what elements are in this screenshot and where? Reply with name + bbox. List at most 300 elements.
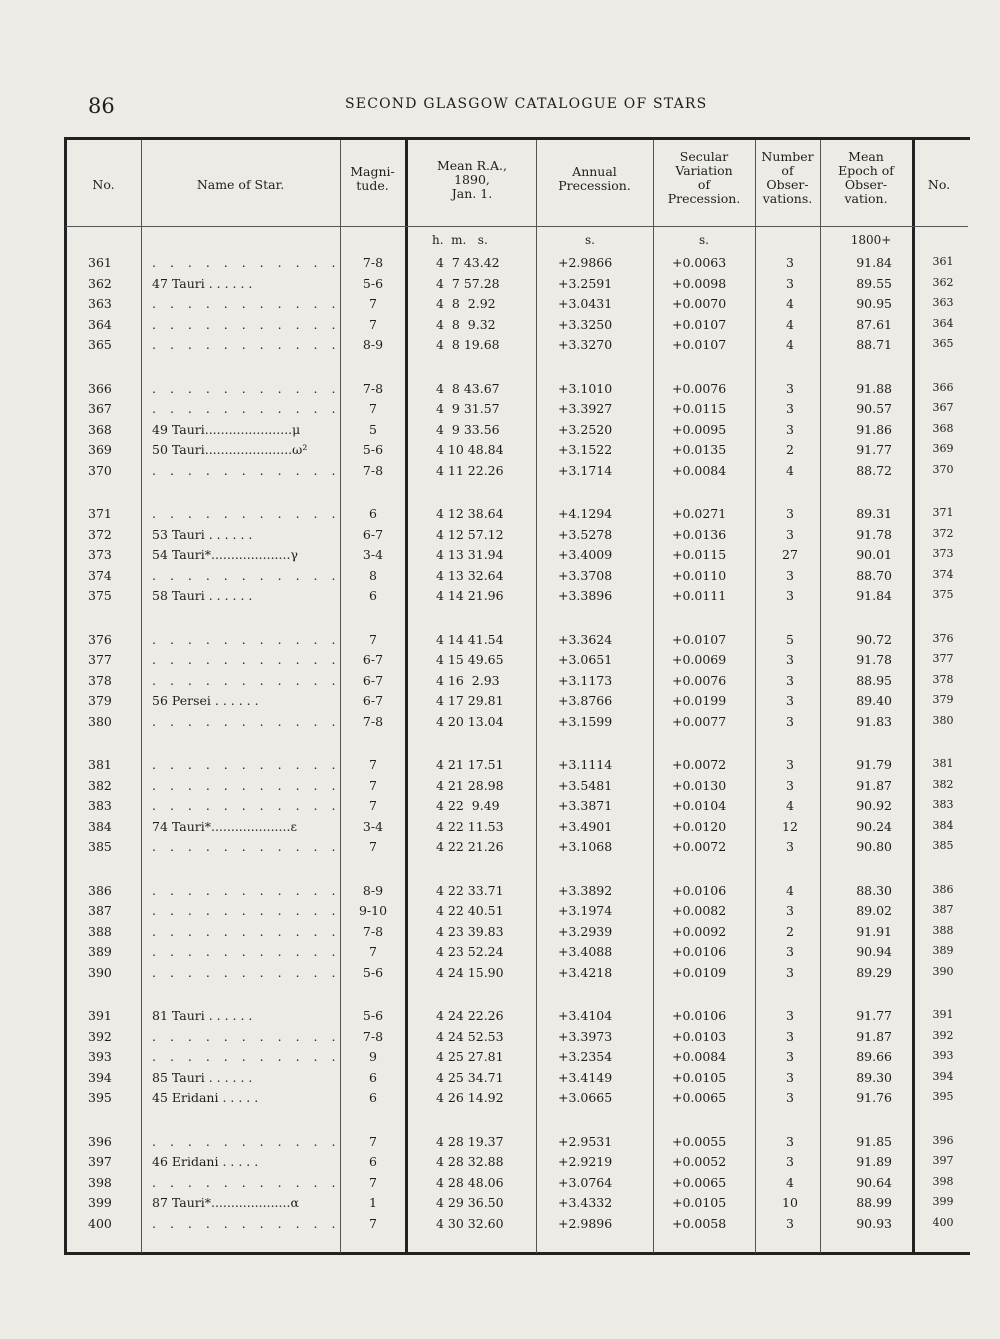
magnitude: 5 <box>369 421 377 437</box>
table-row <box>0 317 1000 337</box>
annual-precession: +3.3250 <box>558 316 613 332</box>
unit-secular: s. <box>699 233 709 247</box>
row-number: 394 <box>88 1069 112 1085</box>
row-number-right: 398 <box>932 1174 954 1188</box>
observation-count: 3 <box>786 1049 794 1064</box>
secular-variation: +0.0065 <box>672 1174 727 1190</box>
mean-ra: 4 22 11.53 <box>436 818 504 834</box>
star-name: . . . . . . . . . . . <box>152 1133 341 1149</box>
mean-ra: 4 24 22.26 <box>436 1008 504 1023</box>
unit-epoch: 1800+ <box>850 233 892 247</box>
mean-ra: 4 20 13.04 <box>436 713 504 729</box>
row-number-right: 377 <box>932 652 954 665</box>
row-number-right: 380 <box>932 713 954 727</box>
secular-variation: +0.0076 <box>672 380 727 396</box>
secular-variation: +0.0063 <box>672 255 727 270</box>
table-row <box>0 778 1000 798</box>
table-row <box>0 381 1000 401</box>
row-number-right: 388 <box>932 923 954 937</box>
magnitude: 7 <box>369 798 377 813</box>
observation-count: 3 <box>786 588 794 603</box>
observation-count: 4 <box>786 882 794 898</box>
mean-ra: 4 15 49.65 <box>436 652 504 667</box>
row-number-right: 389 <box>932 944 954 957</box>
annual-precession: +3.1974 <box>558 903 613 918</box>
magnitude: 6-7 <box>362 652 384 667</box>
table-row <box>0 1090 1000 1110</box>
magnitude: 6-7 <box>362 526 384 542</box>
mean-epoch: 89.55 <box>856 275 892 291</box>
annual-precession: +3.1599 <box>558 713 613 729</box>
mean-epoch: 88.71 <box>856 337 892 352</box>
annual-precession: +3.0431 <box>558 296 613 311</box>
table-row <box>0 965 1000 985</box>
table-row <box>0 1008 1000 1028</box>
observation-count: 10 <box>782 1195 798 1210</box>
secular-variation: +0.0084 <box>672 462 727 478</box>
row-number: 397 <box>88 1154 112 1169</box>
magnitude: 7 <box>369 757 377 772</box>
row-number: 399 <box>88 1195 112 1210</box>
secular-variation: +0.0065 <box>672 1090 727 1105</box>
star-name: 47 Tauri . . . . . . <box>152 275 253 291</box>
star-name: 74 Tauri*....................ε <box>152 818 297 834</box>
secular-variation: +0.0072 <box>672 839 727 854</box>
observation-count: 3 <box>786 1008 794 1023</box>
row-number: 380 <box>88 713 112 729</box>
magnitude: 6 <box>369 1069 377 1085</box>
mean-ra: 4 9 33.56 <box>436 421 500 437</box>
row-number-right: 373 <box>932 547 954 560</box>
magnitude: 1 <box>369 1195 377 1210</box>
mean-ra: 4 10 48.84 <box>436 442 504 457</box>
observation-count: 4 <box>786 798 794 813</box>
star-name: . . . . . . . . . . . <box>152 798 341 813</box>
header-mean-epoch: Mean Epoch of Obser- vation. <box>838 149 894 206</box>
observation-count: 4 <box>786 337 794 352</box>
magnitude: 6 <box>369 1154 377 1169</box>
magnitude: 7 <box>369 401 377 416</box>
row-number-right: 385 <box>932 839 954 852</box>
table-row <box>0 296 1000 316</box>
row-number: 361 <box>88 255 112 270</box>
row-number-right: 371 <box>932 506 954 519</box>
mean-ra: 4 25 27.81 <box>436 1049 504 1064</box>
mean-ra: 4 22 40.51 <box>436 903 504 918</box>
star-name: . . . . . . . . . . . <box>152 672 341 688</box>
mean-epoch: 90.95 <box>856 296 892 311</box>
star-name: 49 Tauri......................μ <box>152 421 301 437</box>
mean-epoch: 91.86 <box>856 421 892 437</box>
table-row <box>0 1070 1000 1090</box>
header-name: Name of Star. <box>196 177 285 192</box>
magnitude: 6 <box>369 588 377 603</box>
star-name: . . . . . . . . . . . <box>152 964 341 980</box>
unit-ra: h. m. s. <box>432 233 488 247</box>
annual-precession: +2.9219 <box>558 1154 613 1169</box>
annual-precession: +3.5278 <box>558 526 613 542</box>
row-number-right: 368 <box>932 421 954 435</box>
magnitude: 5-6 <box>362 1008 384 1023</box>
table-row <box>0 442 1000 462</box>
magnitude: 7-8 <box>362 255 384 270</box>
annual-precession: +3.2591 <box>558 275 613 291</box>
table-row <box>0 652 1000 672</box>
table-row <box>0 903 1000 923</box>
star-name: 53 Tauri . . . . . . <box>152 526 253 542</box>
mean-ra: 4 8 9.32 <box>436 316 496 332</box>
table-row <box>0 527 1000 547</box>
table-row <box>0 1134 1000 1154</box>
observation-count: 3 <box>786 1133 794 1149</box>
observation-count: 3 <box>786 713 794 729</box>
secular-variation: +0.0271 <box>672 506 727 521</box>
row-number: 386 <box>88 882 112 898</box>
mean-epoch: 90.24 <box>856 818 892 834</box>
row-number-right: 379 <box>932 693 954 706</box>
row-number-right: 369 <box>932 442 954 455</box>
row-number: 382 <box>88 777 112 793</box>
secular-variation: +0.0092 <box>672 923 727 939</box>
annual-precession: +2.9896 <box>558 1215 613 1231</box>
magnitude: 7-8 <box>362 1028 384 1044</box>
annual-precession: +3.0665 <box>558 1090 613 1105</box>
mean-epoch: 89.31 <box>856 506 892 521</box>
mean-ra: 4 26 14.92 <box>436 1090 504 1105</box>
row-number-right: 382 <box>932 777 954 791</box>
mean-epoch: 91.84 <box>856 255 892 270</box>
table-row <box>0 1216 1000 1236</box>
annual-precession: +3.3892 <box>558 882 613 898</box>
observation-count: 4 <box>786 296 794 311</box>
header-secular-variation: Secular Variation of Precession. <box>667 149 741 206</box>
star-name: . . . . . . . . . . . <box>152 777 341 793</box>
mean-epoch: 90.64 <box>856 1174 892 1190</box>
magnitude: 7-8 <box>362 380 384 396</box>
table-row <box>0 693 1000 713</box>
secular-variation: +0.0105 <box>672 1069 727 1085</box>
row-number: 378 <box>88 672 112 688</box>
secular-variation: +0.0082 <box>672 903 727 918</box>
mean-epoch: 91.88 <box>856 380 892 396</box>
header-number-of-observations: Number of Obser- vations. <box>761 149 814 206</box>
observation-count: 3 <box>786 380 794 396</box>
star-name: . . . . . . . . . . . <box>152 316 341 332</box>
secular-variation: +0.0107 <box>672 337 727 352</box>
mean-epoch: 91.84 <box>856 588 892 603</box>
secular-variation: +0.0098 <box>672 275 727 291</box>
table-row <box>0 506 1000 526</box>
mean-ra: 4 29 36.50 <box>436 1195 504 1210</box>
row-number-right: 386 <box>932 882 954 896</box>
mean-epoch: 90.80 <box>856 839 892 854</box>
secular-variation: +0.0095 <box>672 421 727 437</box>
row-number: 368 <box>88 421 112 437</box>
table-row <box>0 588 1000 608</box>
observation-count: 27 <box>782 547 798 562</box>
star-name: . . . . . . . . . . . <box>152 380 341 396</box>
row-number-right: 375 <box>932 588 954 601</box>
secular-variation: +0.0076 <box>672 672 727 688</box>
observation-count: 3 <box>786 839 794 854</box>
row-number: 375 <box>88 588 112 603</box>
header-annual-precession: Annual Precession. <box>558 164 631 193</box>
magnitude: 9-10 <box>358 903 388 918</box>
observation-count: 3 <box>786 964 794 980</box>
star-name: . . . . . . . . . . . <box>152 1049 341 1064</box>
mean-ra: 4 11 22.26 <box>436 462 504 478</box>
row-number: 372 <box>88 526 112 542</box>
annual-precession: +3.3973 <box>558 1028 613 1044</box>
magnitude: 5-6 <box>362 275 384 291</box>
row-number: 371 <box>88 506 112 521</box>
row-number-right: 387 <box>932 903 954 916</box>
mean-epoch: 88.95 <box>856 672 892 688</box>
star-name: . . . . . . . . . . . <box>152 923 341 939</box>
magnitude: 8-9 <box>362 337 384 352</box>
mean-epoch: 91.83 <box>856 713 892 729</box>
row-number-right: 381 <box>932 757 954 770</box>
mean-epoch: 89.29 <box>856 964 892 980</box>
magnitude: 7-8 <box>362 923 384 939</box>
secular-variation: +0.0109 <box>672 964 727 980</box>
observation-count: 4 <box>786 316 794 332</box>
row-number-right: 367 <box>932 401 954 414</box>
magnitude: 9 <box>369 1049 377 1064</box>
mean-epoch: 89.30 <box>856 1069 892 1085</box>
mean-epoch: 90.72 <box>856 631 892 647</box>
annual-precession: +3.2939 <box>558 923 613 939</box>
secular-variation: +0.0106 <box>672 944 727 959</box>
observation-count: 3 <box>786 401 794 416</box>
magnitude: 7 <box>369 316 377 332</box>
magnitude: 6-7 <box>362 672 384 688</box>
mean-epoch: 89.66 <box>856 1049 892 1064</box>
mean-epoch: 91.85 <box>856 1133 892 1149</box>
mean-epoch: 91.87 <box>856 777 892 793</box>
mean-ra: 4 9 31.57 <box>436 401 500 416</box>
annual-precession: +3.8766 <box>558 693 613 708</box>
mean-epoch: 89.40 <box>856 693 892 708</box>
annual-precession: +3.4104 <box>558 1008 613 1023</box>
table-row <box>0 924 1000 944</box>
observation-count: 3 <box>786 652 794 667</box>
mean-epoch: 91.89 <box>856 1154 892 1169</box>
annual-precession: +3.1522 <box>558 442 613 457</box>
annual-precession: +3.1173 <box>558 672 613 688</box>
magnitude: 7 <box>369 839 377 854</box>
star-name: . . . . . . . . . . . <box>152 903 341 918</box>
table-row <box>0 401 1000 421</box>
annual-precession: +2.9531 <box>558 1133 613 1149</box>
magnitude: 7 <box>369 1215 377 1231</box>
secular-variation: +0.0058 <box>672 1215 727 1231</box>
header-no: No. <box>92 177 115 192</box>
mean-ra: 4 28 32.88 <box>436 1154 504 1169</box>
secular-variation: +0.0070 <box>672 296 727 311</box>
observation-count: 3 <box>786 1069 794 1085</box>
row-number: 390 <box>88 964 112 980</box>
annual-precession: +3.4009 <box>558 547 613 562</box>
row-number-right: 361 <box>932 255 954 268</box>
secular-variation: +0.0115 <box>672 401 727 416</box>
secular-variation: +0.0052 <box>672 1154 727 1169</box>
row-number: 381 <box>88 757 112 772</box>
star-name: . . . . . . . . . . . <box>152 401 341 416</box>
star-name: . . . . . . . . . . . <box>152 1215 341 1231</box>
row-number-right: 395 <box>932 1090 954 1103</box>
mean-ra: 4 24 52.53 <box>436 1028 504 1044</box>
row-number: 395 <box>88 1090 112 1105</box>
row-number-right: 374 <box>932 567 954 581</box>
row-number: 396 <box>88 1133 112 1149</box>
secular-variation: +0.0115 <box>672 547 727 562</box>
row-number: 366 <box>88 380 112 396</box>
row-number-right: 372 <box>932 526 954 540</box>
row-number: 379 <box>88 693 112 708</box>
observation-count: 4 <box>786 462 794 478</box>
mean-epoch: 88.99 <box>856 1195 892 1210</box>
star-name: . . . . . . . . . . . <box>152 462 341 478</box>
star-name: 85 Tauri . . . . . . <box>152 1069 253 1085</box>
magnitude: 8 <box>369 567 377 583</box>
header-mean-ra: Mean R.A., 1890, Jan. 1. <box>436 158 508 201</box>
annual-precession: +3.1010 <box>558 380 613 396</box>
mean-ra: 4 13 32.64 <box>436 567 504 583</box>
row-number: 389 <box>88 944 112 959</box>
secular-variation: +0.0106 <box>672 882 727 898</box>
mean-ra: 4 12 38.64 <box>436 506 504 521</box>
mean-epoch: 87.61 <box>856 316 892 332</box>
row-number-right: 400 <box>932 1215 954 1229</box>
secular-variation: +0.0077 <box>672 713 727 729</box>
mean-epoch: 91.87 <box>856 1028 892 1044</box>
row-number-right: 392 <box>932 1028 954 1042</box>
observation-count: 3 <box>786 255 794 270</box>
row-number: 369 <box>88 442 112 457</box>
magnitude: 7-8 <box>362 462 384 478</box>
magnitude: 6 <box>369 506 377 521</box>
annual-precession: +3.4901 <box>558 818 613 834</box>
magnitude: 7 <box>369 944 377 959</box>
row-number: 362 <box>88 275 112 291</box>
star-name: 87 Tauri*....................α <box>152 1195 299 1210</box>
magnitude: 7 <box>369 631 377 647</box>
table-row <box>0 819 1000 839</box>
annual-precession: +3.4088 <box>558 944 613 959</box>
row-number: 388 <box>88 923 112 939</box>
mean-epoch: 89.02 <box>856 903 892 918</box>
annual-precession: +3.1714 <box>558 462 613 478</box>
row-number-right: 383 <box>932 798 954 811</box>
mean-ra: 4 28 19.37 <box>436 1133 504 1149</box>
mean-epoch: 91.79 <box>856 757 892 772</box>
star-name: . . . . . . . . . . . <box>152 1174 341 1190</box>
mean-ra: 4 22 9.49 <box>436 798 500 813</box>
header-magnitude: Magni- tude. <box>350 164 395 193</box>
mean-ra: 4 21 17.51 <box>436 757 504 772</box>
row-number-right: 394 <box>932 1069 954 1083</box>
table-row <box>0 883 1000 903</box>
row-number: 364 <box>88 316 112 332</box>
mean-epoch: 91.78 <box>856 526 892 542</box>
secular-variation: +0.0199 <box>672 693 727 708</box>
row-number-right: 376 <box>932 631 954 645</box>
row-number-right: 365 <box>932 337 954 350</box>
star-name: . . . . . . . . . . . <box>152 255 341 270</box>
magnitude: 3-4 <box>362 547 384 562</box>
row-number: 365 <box>88 337 112 352</box>
magnitude: 7 <box>369 1174 377 1190</box>
observation-count: 2 <box>786 442 794 457</box>
secular-variation: +0.0055 <box>672 1133 727 1149</box>
mean-ra: 4 30 32.60 <box>436 1215 504 1231</box>
star-name: . . . . . . . . . . . <box>152 652 341 667</box>
mean-epoch: 90.92 <box>856 798 892 813</box>
row-number: 383 <box>88 798 112 813</box>
mean-epoch: 91.77 <box>856 1008 892 1023</box>
star-name: . . . . . . . . . . . <box>152 882 341 898</box>
row-number-right: 364 <box>932 316 954 330</box>
magnitude: 7-8 <box>362 713 384 729</box>
magnitude: 6-7 <box>362 693 384 708</box>
annual-precession: +3.4218 <box>558 964 613 980</box>
row-number-right: 378 <box>932 672 954 686</box>
annual-precession: +3.0651 <box>558 652 613 667</box>
mean-epoch: 90.01 <box>856 547 892 562</box>
secular-variation: +0.0120 <box>672 818 727 834</box>
observation-count: 3 <box>786 421 794 437</box>
mean-ra: 4 14 41.54 <box>436 631 504 647</box>
observation-count: 3 <box>786 275 794 291</box>
observation-count: 12 <box>782 818 798 834</box>
table-row <box>0 1029 1000 1049</box>
star-name: 50 Tauri......................ω² <box>152 442 308 457</box>
row-number: 384 <box>88 818 112 834</box>
unit-annual: s. <box>585 233 595 247</box>
row-number: 373 <box>88 547 112 562</box>
row-number-right: 363 <box>932 296 954 309</box>
table-row <box>0 1175 1000 1195</box>
star-name: . . . . . . . . . . . <box>152 631 341 647</box>
row-number-right: 396 <box>932 1133 954 1147</box>
magnitude: 8-9 <box>362 882 384 898</box>
mean-epoch: 91.78 <box>856 652 892 667</box>
secular-variation: +0.0130 <box>672 777 727 793</box>
mean-epoch: 91.91 <box>856 923 892 939</box>
table-row <box>0 1195 1000 1215</box>
mean-ra: 4 21 28.98 <box>436 777 504 793</box>
magnitude: 3-4 <box>362 818 384 834</box>
header-no-right: No. <box>927 177 951 192</box>
row-number-right: 391 <box>932 1008 954 1021</box>
secular-variation: +0.0069 <box>672 652 727 667</box>
mean-epoch: 90.94 <box>856 944 892 959</box>
annual-precession: +2.9866 <box>558 255 613 270</box>
annual-precession: +3.3708 <box>558 567 613 583</box>
row-number: 367 <box>88 401 112 416</box>
annual-precession: +3.2520 <box>558 421 613 437</box>
secular-variation: +0.0136 <box>672 526 727 542</box>
mean-ra: 4 22 21.26 <box>436 839 504 854</box>
secular-variation: +0.0103 <box>672 1028 727 1044</box>
observation-count: 3 <box>786 672 794 688</box>
annual-precession: +3.5481 <box>558 777 613 793</box>
table-row <box>0 714 1000 734</box>
table-row <box>0 673 1000 693</box>
row-number: 400 <box>88 1215 112 1231</box>
row-number: 398 <box>88 1174 112 1190</box>
